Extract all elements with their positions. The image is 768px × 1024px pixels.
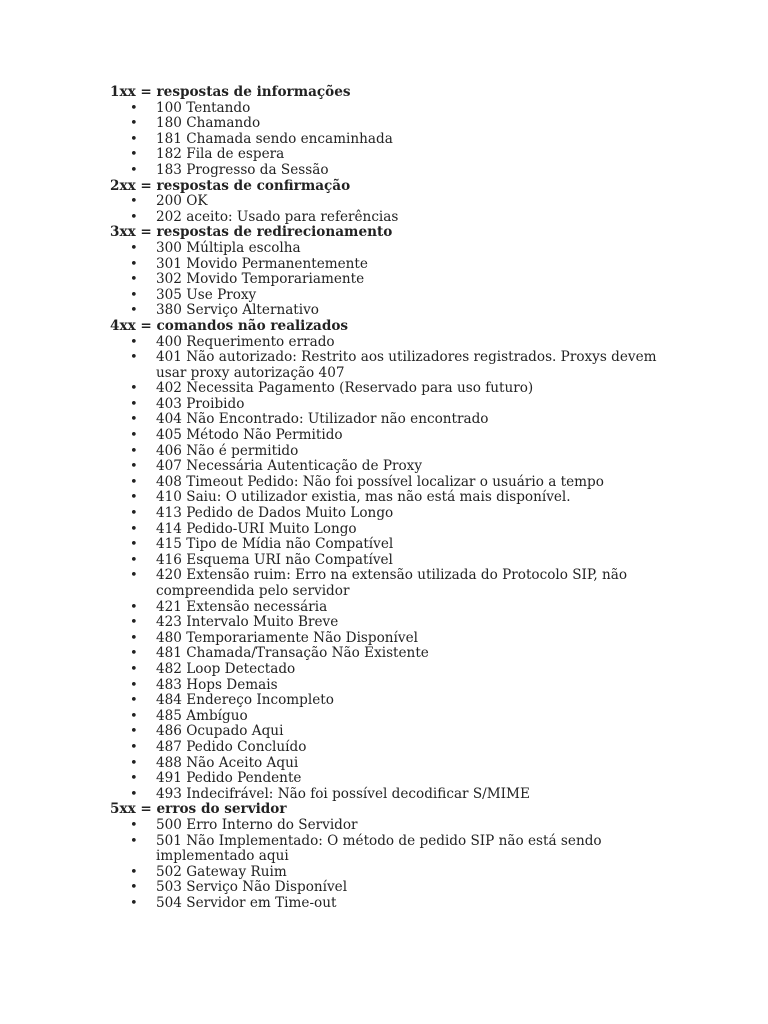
status-code-list (110, 335, 670, 803)
bullet-icon: • (130, 661, 138, 677)
list-item (110, 257, 670, 273)
bullet-icon: • (130, 708, 138, 724)
bullet-icon: • (130, 771, 138, 787)
list-item (110, 506, 670, 522)
list-item-text: 503 Serviço Não Disponível (156, 879, 348, 896)
list-item (110, 522, 670, 538)
bullet-icon: • (130, 630, 138, 646)
list-item-text: 200 OK (156, 193, 208, 210)
section-heading: 1xx = respostas de informações (110, 84, 351, 100)
bullet-icon: • (130, 272, 138, 288)
list-item (110, 771, 670, 787)
list-item (110, 834, 670, 865)
bullet-icon: • (130, 412, 138, 428)
list-item (110, 615, 670, 631)
list-item (110, 335, 670, 351)
list-item-text: 408 Timeout Pedido: Não foi possível localizar o usuário a tempo (156, 473, 604, 490)
list-item-text: 483 Hops Demais (156, 676, 278, 693)
list-item-text: 415 Tipo de Mídia não Compatível (156, 536, 394, 553)
list-item-text: 380 Serviço Alternativo (156, 302, 319, 319)
bullet-icon: • (130, 724, 138, 740)
section-heading: 4xx = comandos não realizados (110, 317, 349, 334)
section-heading: 2xx = respostas de confirmação (110, 177, 351, 194)
list-item (110, 662, 670, 678)
bullet-icon: • (130, 755, 138, 771)
list-item (110, 490, 670, 506)
list-item-text: 400 Requerimento errado (156, 333, 335, 350)
bullet-icon: • (130, 116, 138, 132)
list-item (110, 303, 670, 319)
bullet-icon: • (130, 537, 138, 553)
section-1xx (110, 85, 670, 179)
list-item (110, 865, 670, 881)
list-item (110, 568, 670, 599)
list-item-text: 100 Tentando (156, 99, 251, 116)
bullet-icon: • (130, 490, 138, 506)
list-item (110, 787, 670, 803)
bullet-icon: • (130, 864, 138, 880)
bullet-icon: • (130, 162, 138, 178)
bullet-icon: • (130, 568, 138, 584)
bullet-icon: • (130, 786, 138, 802)
bullet-icon: • (130, 428, 138, 444)
bullet-icon: • (130, 646, 138, 662)
bullet-icon: • (130, 240, 138, 256)
list-item-text: 485 Ambíguo (156, 707, 248, 724)
list-item-text: 202 aceito: Usado para referências (156, 208, 399, 225)
section-heading: 5xx = erros do servidor (110, 801, 287, 818)
bullet-icon: • (130, 381, 138, 397)
list-item-text: 501 Não Implementado: O método de pedido SIP não está sendo implementado aqui (156, 832, 602, 865)
list-item (110, 272, 670, 288)
bullet-icon: • (130, 194, 138, 210)
list-item (110, 194, 670, 210)
list-item-text: 181 Chamada sendo encaminhada (156, 130, 393, 147)
list-item-text: 482 Loop Detectado (156, 660, 296, 677)
section-2xx (110, 179, 670, 226)
bullet-icon: • (130, 100, 138, 116)
list-item-text: 410 Saiu: O utilizador existia, mas não está mais disponível. (156, 489, 571, 506)
list-item (110, 101, 670, 117)
bullet-icon: • (130, 256, 138, 272)
bullet-icon: • (130, 209, 138, 225)
bullet-icon: • (130, 880, 138, 896)
bullet-icon: • (130, 396, 138, 412)
list-item (110, 428, 670, 444)
section-heading: 3xx = respostas de redirecionamento (110, 224, 393, 241)
list-item-text: 413 Pedido de Dados Muito Longo (156, 505, 394, 522)
list-item-text: 301 Movido Permanentemente (156, 255, 368, 272)
list-item-text: 421 Extensão necessária (156, 598, 328, 615)
list-item (110, 537, 670, 553)
bullet-icon: • (130, 131, 138, 147)
list-item-text: 491 Pedido Pendente (156, 770, 302, 787)
list-item (110, 241, 670, 257)
bullet-icon: • (130, 739, 138, 755)
list-item (110, 444, 670, 460)
bullet-icon: • (130, 303, 138, 319)
list-item (110, 210, 670, 226)
section-5xx (110, 802, 670, 911)
list-item (110, 818, 670, 834)
list-item (110, 646, 670, 662)
document-body (110, 85, 670, 911)
list-item (110, 740, 670, 756)
section-3xx (110, 225, 670, 319)
bullet-icon: • (130, 677, 138, 693)
list-item-text: 401 Não autorizado: Restrito aos utilizadores registrados. Proxys devem usar proxy autorização 407 (156, 349, 657, 381)
bullet-icon: • (130, 552, 138, 568)
list-item-text: 403 Proibido (156, 395, 245, 412)
list-item-text: 423 Intervalo Muito Breve (156, 614, 339, 631)
list-item (110, 397, 670, 413)
list-item-text: 500 Erro Interno do Servidor (156, 816, 358, 833)
bullet-icon: • (130, 350, 138, 366)
status-code-list (110, 241, 670, 319)
list-item-text: 502 Gateway Ruim (156, 863, 287, 880)
section-4xx (110, 319, 670, 802)
bullet-icon: • (130, 817, 138, 833)
list-item-text: 504 Servidor em Time-out (156, 894, 337, 911)
status-code-list (110, 101, 670, 179)
list-item-text: 493 Indecifrável: Não foi possível decodificar S/MIME (156, 785, 530, 802)
list-item-text: 487 Pedido Concluído (156, 738, 307, 755)
bullet-icon: • (130, 147, 138, 163)
list-item-text: 182 Fila de espera (156, 146, 285, 163)
list-item-text: 183 Progresso da Sessão (156, 161, 329, 178)
list-item-text: 305 Use Proxy (156, 286, 257, 303)
list-item (110, 709, 670, 725)
bullet-icon: • (130, 599, 138, 615)
list-item (110, 350, 670, 381)
bullet-icon: • (130, 833, 138, 849)
bullet-icon: • (130, 693, 138, 709)
list-item-text: 407 Necessária Autenticação de Proxy (156, 458, 423, 475)
list-item (110, 475, 670, 491)
bullet-icon: • (130, 615, 138, 631)
list-item (110, 880, 670, 896)
list-item (110, 553, 670, 569)
list-item-text: 481 Chamada/Transação Não Existente (156, 645, 429, 662)
bullet-icon: • (130, 443, 138, 459)
list-item-text: 402 Necessita Pagamento (Reservado para uso futuro) (156, 380, 534, 397)
list-item-text: 404 Não Encontrado: Utilizador não encontrado (156, 411, 489, 428)
list-item (110, 724, 670, 740)
list-item-text: 416 Esquema URI não Compatível (156, 551, 393, 568)
list-item-text: 406 Não é permitido (156, 442, 299, 459)
bullet-icon: • (130, 287, 138, 303)
list-item-text: 420 Extensão ruim: Erro na extensão utilizada do Protocolo SIP, não compreendida pelo servidor (156, 567, 628, 599)
bullet-icon: • (130, 474, 138, 490)
list-item (110, 132, 670, 148)
list-item-text: 300 Múltipla escolha (156, 239, 301, 256)
list-item (110, 459, 670, 475)
status-code-list (110, 194, 670, 225)
list-item-text: 480 Temporariamente Não Disponível (156, 629, 418, 646)
list-item (110, 756, 670, 772)
list-item (110, 693, 670, 709)
list-item-text: 302 Movido Temporariamente (156, 271, 365, 288)
bullet-icon: • (130, 506, 138, 522)
list-item (110, 600, 670, 616)
list-item (110, 412, 670, 428)
list-item (110, 381, 670, 397)
list-item-text: 414 Pedido-URI Muito Longo (156, 520, 357, 537)
list-item (110, 678, 670, 694)
bullet-icon: • (130, 459, 138, 475)
bullet-icon: • (130, 895, 138, 911)
list-item-text: 180 Chamando (156, 115, 261, 132)
list-item (110, 116, 670, 132)
list-item-text: 405 Método Não Permitido (156, 427, 343, 444)
list-item (110, 288, 670, 304)
list-item (110, 631, 670, 647)
list-item (110, 163, 670, 179)
list-item (110, 147, 670, 163)
status-code-list (110, 818, 670, 912)
list-item-text: 484 Endereço Incompleto (156, 692, 334, 709)
bullet-icon: • (130, 521, 138, 537)
list-item (110, 896, 670, 912)
list-item-text: 488 Não Aceito Aqui (156, 754, 299, 771)
bullet-icon: • (130, 334, 138, 350)
list-item-text: 486 Ocupado Aqui (156, 723, 284, 740)
